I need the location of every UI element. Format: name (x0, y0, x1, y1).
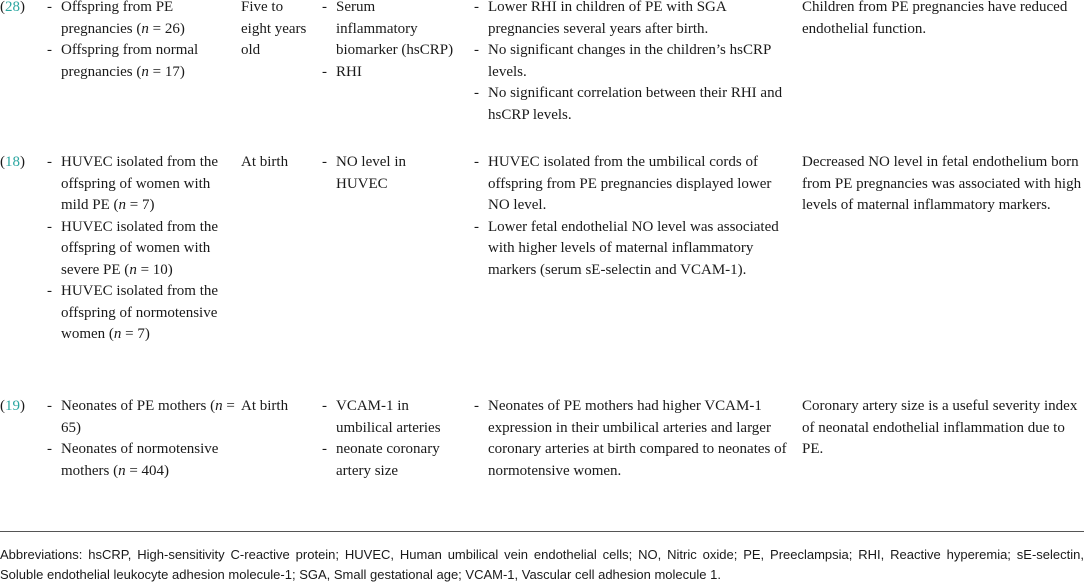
population-cell (45, 0, 235, 83)
conclusion-cell: Children from PE pregnancies have reduced endothelial function. (802, 0, 1068, 37)
reference-link[interactable]: 18 (5, 154, 20, 170)
outcomes-cell (320, 152, 460, 195)
result-item: - No significant changes in the children’s hsCRP levels. (472, 40, 790, 83)
outcome-item: - neonate coronary artery size (320, 439, 460, 482)
reference-link[interactable]: 19 (5, 398, 20, 414)
conclusion-cell: Coronary artery size is a useful severity index of neonatal endothelial inflammation due to PE. (802, 398, 1078, 457)
outcome-item: - RHI (320, 62, 460, 84)
population-item: - Neonates of PE mothers (n = 65) (45, 396, 235, 439)
age-cell: Five to eight years old (241, 0, 307, 58)
population-item: - Neonates of normotensive mothers (n = 404) (45, 439, 235, 482)
results-cell (472, 152, 790, 281)
reference-cell: (28) (0, 0, 25, 15)
reference-cell: (18) (0, 154, 25, 170)
reference-link[interactable]: 28 (5, 0, 20, 15)
result-item: - No significant correlation between their RHI and hsCRP levels. (472, 83, 790, 126)
outcome-item: - Serum inflammatory biomarker (hsCRP) (320, 0, 460, 62)
age-cell: At birth (241, 398, 289, 414)
outcome-item: - NO level in HUVEC (320, 152, 460, 195)
population-item: - Offspring from PE pregnancies (n = 26) (45, 0, 235, 40)
outcome-item: - VCAM-1 in umbilical arteries (320, 396, 460, 439)
outcomes-cell (320, 396, 460, 482)
reference-cell: (19) (0, 398, 25, 414)
population-item: - HUVEC isolated from the offspring of normotensive women (n = 7) (45, 281, 235, 346)
result-item: - HUVEC isolated from the umbilical cords of offspring from PE pregnancies displayed lower NO level. (472, 152, 790, 217)
table-footnote: Abbreviations: hsCRP, High-sensitivity C-reactive protein; HUVEC, Human umbilical vein endothelial cells; NO, Nitric oxide; PE, Preeclampsia; RHI, Reactive hyperemia; sE-selectin, Soluble endothelial leukocyte adhesion molecule-1; SGA, Small gestational age; VCAM-1, Vascular cell adhesion molecule 1. (0, 547, 1084, 582)
age-cell: At birth (241, 154, 289, 170)
population-item: - Offspring from normal pregnancies (n = 17) (45, 40, 235, 83)
result-item: - Lower RHI in children of PE with SGA pregnancies several years after birth. (472, 0, 790, 40)
result-item: - Lower fetal endothelial NO level was associated with higher levels of maternal inflammatory markers (serum sE-selectin and VCAM-1). (472, 217, 790, 282)
population-item: - HUVEC isolated from the offspring of women with mild PE (n = 7) (45, 152, 235, 217)
population-cell (45, 152, 235, 346)
population-item: - HUVEC isolated from the offspring of women with severe PE (n = 10) (45, 217, 235, 282)
conclusion-cell: Decreased NO level in fetal endothelium born from PE pregnancies was associated with high levels of maternal inflammatory markers. (802, 154, 1082, 213)
results-cell (472, 0, 790, 126)
outcomes-cell (320, 0, 460, 83)
population-cell (45, 396, 235, 482)
table-bottom-rule (0, 531, 1084, 532)
result-item: - Neonates of PE mothers had higher VCAM-1 expression in their umbilical arteries and larger coronary arteries at birth compared to neonates of normotensive women. (472, 396, 790, 482)
results-cell (472, 396, 790, 482)
